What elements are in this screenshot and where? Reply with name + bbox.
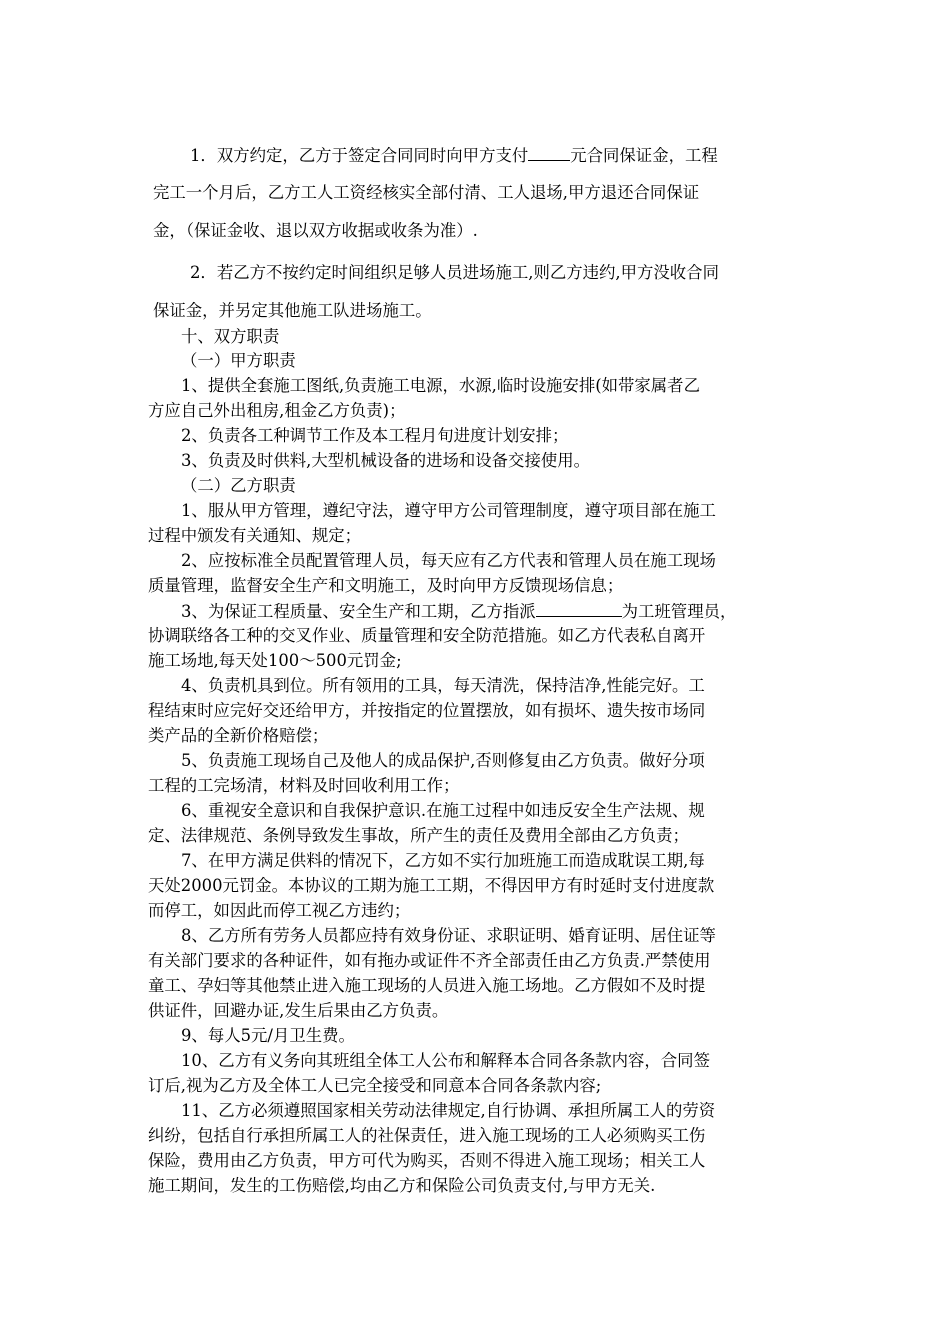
party-b-line: 供证件，回避办证,发生后果由乙方负责。	[148, 1001, 449, 1020]
party-b-line: 而停工，如因此而停工视乙方违约；	[148, 901, 411, 920]
party-b-line: 童工、孕妇等其他禁止进入施工现场的人员进入施工场地。乙方假如不及时提	[148, 976, 706, 995]
party-b-line: 类产品的全新价格赔偿；	[148, 726, 329, 745]
party-b-line: 4、负责机具到位。所有领用的工具，每天清洗，保持洁净,性能完好。工	[181, 676, 705, 695]
party-b-line: 保险，费用由乙方负责，甲方可代为购买，否则不得进入施工现场；相关工人	[148, 1151, 706, 1170]
deposit-item-2-line-2: 保证金，并另定其他施工队进场施工。	[153, 301, 432, 320]
party-b-item-3-suffix: 为工班管理员，	[621, 602, 737, 621]
party-a-line: 2、负责各工种调节工作及本工程月旬进度计划安排；	[181, 426, 569, 445]
party-b-item-3-line-1	[181, 600, 736, 623]
party-b-line: 9、每人5元/月卫生费。	[181, 1026, 355, 1045]
party-b-line: 11、乙方必须遵照国家相关劳动法律规定,自行协调、承担所属工人的劳资	[181, 1101, 716, 1120]
deposit-item-1-line-2: 完工一个月后，乙方工人工资经核实全部付清、工人退场,甲方退还合同保证	[153, 183, 700, 202]
duties-heading: 十、双方职责	[181, 327, 280, 346]
party-b-heading: （二）乙方职责	[181, 476, 296, 495]
party-a-line: 1、提供全套施工图纸,负责施工电源，水源,临时设施安排(如带家属者乙	[181, 376, 700, 395]
party-a-line: 方应自己外出租房,租金乙方负责)；	[148, 401, 406, 420]
party-b-line: 1、服从甲方管理，遵纪守法，遵守甲方公司管理制度，遵守项目部在施工	[181, 501, 716, 520]
party-b-line: 天处2000元罚金。本协议的工期为施工工期，不得因甲方有时延时支付进度款	[148, 876, 715, 895]
party-b-line: 8、乙方所有劳务人员都应持有效身份证、求职证明、婚育证明、居住证等	[181, 926, 716, 945]
party-b-line: 工程的工完场清，材料及时回收利用工作；	[148, 776, 460, 795]
party-b-line: 施工期间，发生的工伤赔偿,均由乙方和保险公司负责支付,与甲方无关.	[148, 1176, 656, 1195]
deposit-item-2-line-1: 2．若乙方不按约定时间组织足够人员进场施工,则乙方违约,甲方没收合同	[190, 263, 719, 282]
party-b-line: 订后,视为乙方及全体工人已完全接受和同意本合同各条款内容;	[148, 1076, 602, 1095]
party-b-line: 定、法律规范、条例导致发生事故，所产生的责任及费用全部由乙方负责；	[148, 826, 689, 845]
deposit-item-1-line-3: 金，（保证金收、退以双方收据或收条为准）.	[153, 221, 478, 240]
party-b-line: 6、重视安全意识和自我保护意识.在施工过程中如违反安全生产法规、规	[181, 801, 705, 820]
deposit-item-1-prefix: 1．双方约定，乙方于签定合同同时向甲方支付	[190, 146, 529, 165]
party-b-item-3-prefix: 3、为保证工程质量、安全生产和工期，乙方指派	[181, 602, 536, 621]
party-b-line: 纠纷，包括自行承担所属工人的社保责任，进入施工现场的工人必须购买工伤	[148, 1126, 706, 1145]
party-b-line: 5、负责施工现场自己及他人的成品保护,否则修复由乙方负责。做好分项	[181, 751, 705, 770]
party-a-line: 3、负责及时供料,大型机械设备的进场和设备交接使用。	[181, 451, 591, 470]
party-b-line: 10、乙方有义务向其班组全体工人公布和解释本合同各条款内容，合同签	[181, 1051, 710, 1070]
party-b-line: 2、应按标准全员配置管理人员，每天应有乙方代表和管理人员在施工现场	[181, 551, 716, 570]
party-b-line: 程结束时应完好交还给甲方，并按指定的位置摆放，如有损坏、遗失按市场同	[148, 701, 706, 720]
party-b-line: 7、在甲方满足供料的情况下，乙方如不实行加班施工而造成耽误工期,每	[181, 851, 705, 870]
party-b-line: 有关部门要求的各种证件，如有拖办或证件不齐全部责任由乙方负责.严禁使用	[148, 951, 711, 970]
party-a-heading: （一）甲方职责	[181, 351, 296, 370]
party-b-line: 施工场地,每天处100～500元罚金;	[148, 651, 402, 670]
deposit-amount-blank	[528, 144, 570, 161]
deposit-item-1-line-1	[190, 144, 718, 167]
deposit-item-1-suffix: 元合同保证金，工程	[570, 146, 718, 165]
manager-name-blank	[536, 600, 622, 617]
party-b-line: 协调联络各工种的交叉作业、质量管理和安全防范措施。如乙方代表私自离开	[148, 626, 706, 645]
party-b-line: 质量管理，监督安全生产和文明施工，及时向甲方反馈现场信息；	[148, 576, 624, 595]
party-b-line: 过程中颁发有关通知、规定；	[148, 526, 362, 545]
